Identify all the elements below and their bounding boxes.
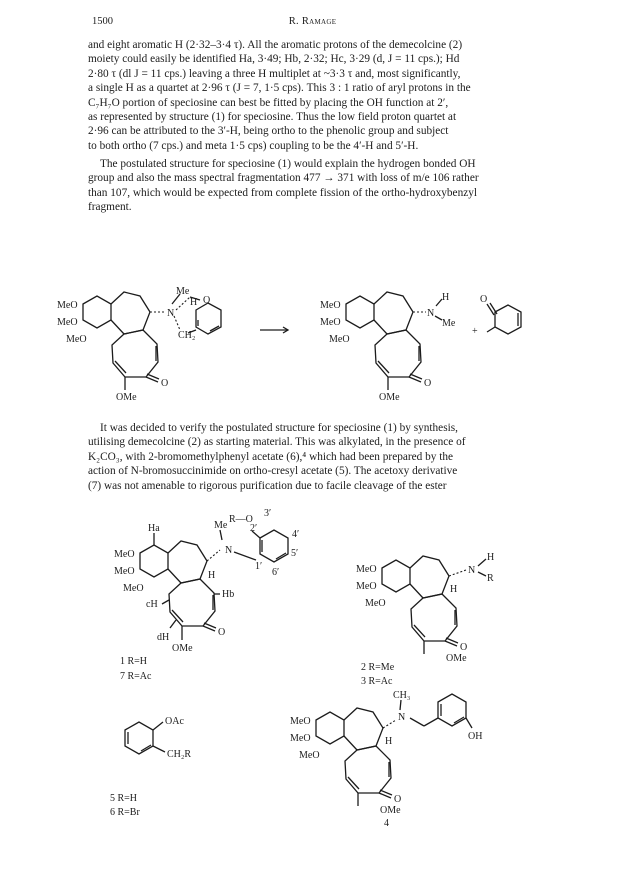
scheme-right-structure [346, 292, 521, 390]
text-line: utilising demecolcine (2) as starting material. This was alkylated, in the presence of [88, 436, 466, 449]
hydrogen-label: H [487, 552, 495, 563]
methoxy-label: OMe [116, 392, 137, 403]
ring-b [410, 556, 449, 598]
methoxy-label: MeO [114, 566, 135, 577]
methoxy-label: MeO [365, 598, 386, 609]
ring-c [375, 330, 421, 377]
proton-label-hc: cH [146, 599, 158, 610]
proton-label-hb: Hb [222, 589, 235, 600]
hydrogen-bond-label: H [190, 297, 198, 308]
ketone-oxygen-label: O [161, 378, 169, 389]
ring-a [346, 296, 374, 328]
text-line: K₂CO₃, with 2-bromomethylphenyl acetate (6),⁴ which had been prepared by the [88, 450, 454, 463]
text-line: as represented by structure (1) for speciosine. Thus the low field proton quartet at [88, 111, 457, 124]
plus-sign: + [472, 326, 478, 337]
quinone-methide-ring [495, 305, 521, 334]
ketone-oxygen-label: O [460, 642, 468, 653]
position-label: 6′ [272, 567, 280, 578]
position-label: 1′ [255, 561, 263, 572]
nitrogen-label: N [468, 565, 476, 576]
methoxy-label: OMe [446, 653, 467, 664]
ring-c [169, 579, 215, 626]
phenol-ring [196, 303, 221, 334]
ketone-oxygen-label: O [218, 627, 226, 638]
nitrogen-label: N [167, 308, 175, 319]
methoxy-label: MeO [356, 581, 377, 592]
ring-c [112, 330, 158, 377]
methyl-label: CH₃ [393, 690, 411, 701]
methoxy-label: MeO [329, 334, 350, 345]
text-line: than 107, which would be expected from complete fission of the ortho-hydroxybenzyl [88, 186, 478, 199]
text-line: 2·80 τ (dl J = 11 cps.) leaving a three H multiplet at ~3·3 τ and, most significantly, [88, 67, 461, 80]
methylene-label: CH₂ [178, 330, 196, 341]
methoxy-label: MeO [57, 300, 78, 311]
methoxy-label: MeO [356, 564, 377, 575]
methoxy-label: MeO [123, 583, 144, 594]
text-line: to both ortho (7 cps.) and meta 1·5 cps) coupling to be the 4′-H and 5′-H. [88, 139, 419, 152]
substituent-label: CH₂R [167, 749, 192, 760]
ring-a [140, 545, 168, 577]
proton-label-ha: Ha [148, 523, 160, 534]
running-head-author: R. Ramage [288, 16, 337, 27]
compound-label: 6 R=Br [110, 807, 140, 818]
methyl-label: Me [442, 318, 456, 329]
oxygen-label: O [203, 295, 211, 306]
structure-5 [125, 722, 165, 754]
nitrogen-label: N [427, 308, 435, 319]
ring-c [345, 746, 391, 793]
benzene-ring [260, 530, 288, 562]
methyl-label: Me [176, 286, 190, 297]
quinone-oxygen-label: O [480, 294, 488, 305]
text-line: It was decided to verify the postulated structure for speciosine (1) by synthesis, [100, 422, 458, 434]
methoxy-label: MeO [66, 334, 87, 345]
ketone-oxygen-label: O [394, 794, 402, 805]
structure-1 [140, 530, 288, 640]
compound-label: 2 R=Me [361, 662, 395, 673]
position-label: 3′ [264, 508, 272, 519]
compound-label: 4 [384, 818, 389, 829]
nitrogen-label: N [225, 545, 233, 556]
proton-label-hd: dH [157, 632, 170, 643]
ring-b [374, 292, 413, 334]
ring-b [344, 708, 383, 750]
methoxy-label: OMe [172, 643, 193, 654]
ketone-oxygen-label: O [424, 378, 432, 389]
compound-label: 5 R=H [110, 793, 138, 804]
position-label: 2′ [250, 523, 258, 534]
text-line: (7) was not amenable to rigorous purification due to facile cleavage of the ester [88, 479, 447, 492]
methoxy-label: MeO [290, 716, 311, 727]
ring-b [168, 541, 207, 583]
methoxy-label: MeO [114, 549, 135, 560]
substituent-r-label: R [487, 573, 494, 584]
methoxy-label: MeO [320, 300, 341, 311]
compound-label: 3 R=Ac [361, 676, 393, 687]
text-line: and eight aromatic H (2·32–3·4 τ). All the aromatic protons of the demecolcine (2) [88, 39, 463, 51]
ring-c [411, 594, 457, 641]
compound-label: 1 R=H [120, 656, 148, 667]
methoxy-label: MeO [299, 750, 320, 761]
phenol-ring [438, 694, 466, 726]
ring-b [111, 292, 150, 334]
hydrogen-label: H [385, 736, 393, 747]
ring-a [83, 296, 111, 328]
hydroxyl-label: OH [468, 731, 483, 742]
structure-4 [316, 694, 472, 806]
text-line: moiety could easily be identified Ha, 3·49; Hb, 2·32; Hc, 3·29 (d, J = 11 cps.); Hd [88, 53, 460, 66]
methoxy-label: MeO [290, 733, 311, 744]
methoxy-label: MeO [57, 317, 78, 328]
text-line: 2·96 can be attributed to the 3′-H, being ortho to the phenolic group and subject [88, 125, 449, 138]
position-label: 4′ [292, 529, 300, 540]
page-number: 1500 [92, 16, 113, 27]
ester-oxygen-label: R—O [229, 514, 253, 525]
text-line: action of N-bromosuccinimide on ortho-cresyl acetate (5). The acetoxy derivative [88, 465, 458, 478]
ring-a [382, 560, 410, 592]
methyl-label: Me [214, 520, 228, 531]
position-label: 5′ [291, 548, 299, 559]
text-line: fragment. [88, 201, 132, 214]
hydrogen-label: H [450, 584, 458, 595]
scheme-left-structure [83, 292, 221, 390]
nitrogen-label: N [398, 712, 406, 723]
acetoxy-label: OAc [165, 716, 184, 727]
text-line: C₇H₇O portion of speciosine can best be fitted by placing the OH function at 2′, [88, 96, 449, 109]
hydrogen-label: H [208, 570, 216, 581]
methoxy-label: OMe [380, 805, 401, 816]
text-line: group and also the mass spectral fragmentation 477 → 371 with loss of m/e 106 rather [88, 172, 479, 185]
ring-a [316, 712, 344, 744]
compound-label: 7 R=Ac [120, 671, 152, 682]
methoxy-label: MeO [320, 317, 341, 328]
methoxy-label: OMe [379, 392, 400, 403]
text-line: The postulated structure for speciosine (1) would explain the hydrogen bonded OH [100, 158, 476, 170]
hydrogen-label: H [442, 292, 450, 303]
text-line: a single H as a quartet at 2·96 τ (J = 7, 1·5 cps). This 3 : 1 ratio of aryl protons in the [88, 82, 471, 95]
benzene-ring [125, 722, 153, 754]
